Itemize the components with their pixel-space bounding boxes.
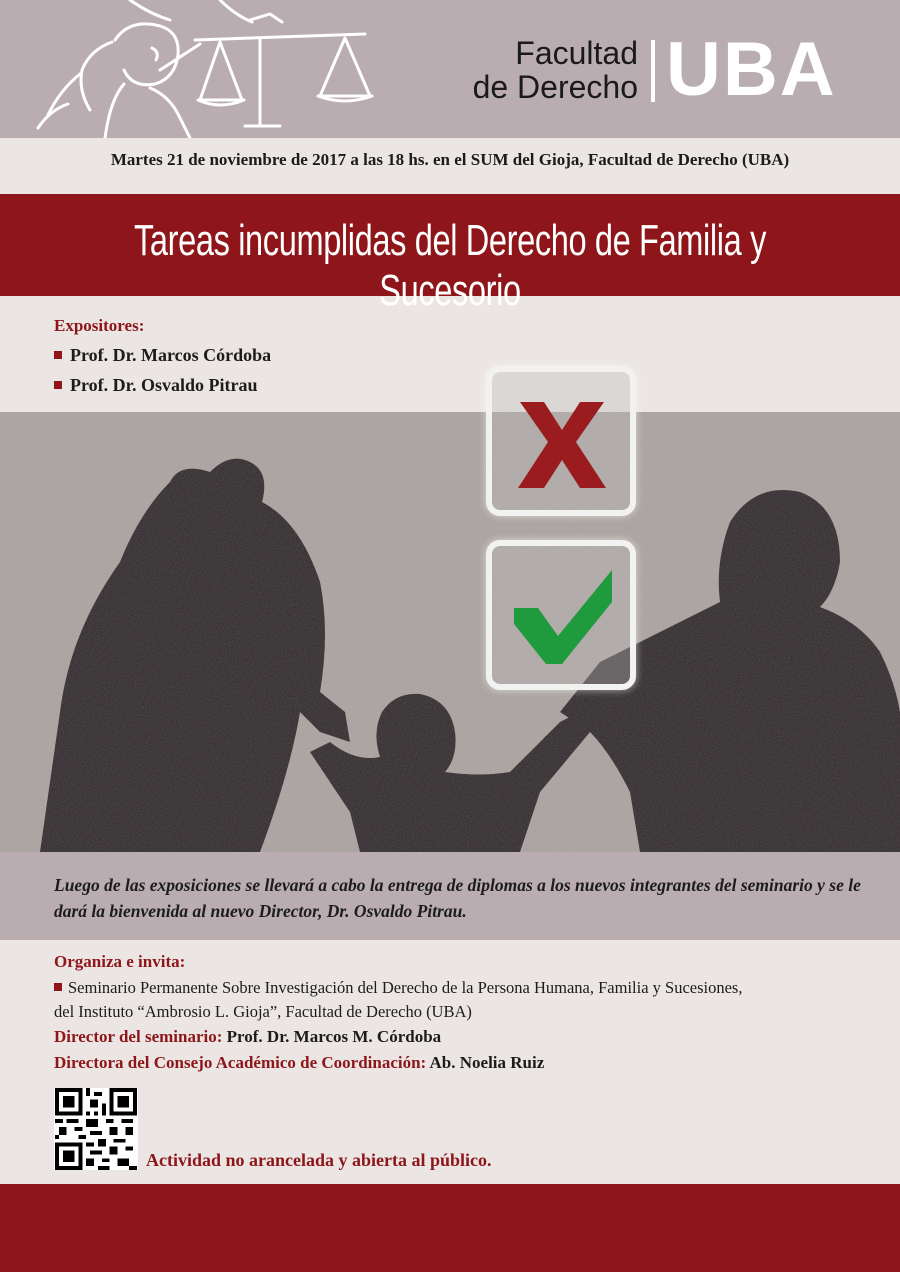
expositor-name: Prof. Dr. Osvaldo Pitrau [70, 375, 258, 395]
director-line [54, 1024, 874, 1050]
faculty-line-1: Facultad [515, 35, 638, 71]
header-divider [651, 40, 655, 102]
bullet-square-icon [54, 351, 62, 359]
faculty-name [440, 36, 638, 104]
expositor-item [54, 370, 271, 400]
director-label: Director del seminario: [54, 1027, 223, 1046]
family-shadow-photo [0, 412, 900, 852]
organiza-label: Organiza e invita: [54, 952, 186, 971]
cross-checkbox [486, 366, 636, 516]
expositor-item [54, 340, 271, 370]
directora-line [54, 1050, 874, 1076]
bullet-square-icon [54, 983, 62, 991]
event-title: Tareas incumplidas del Derecho de Familia y Sucesorio [134, 216, 766, 315]
expositores-section [54, 316, 271, 400]
note-band [0, 852, 900, 940]
organiza-text-line-2: del Instituto “Ambrosio L. Gioja”, Facultad de Derecho (UBA) [54, 1002, 472, 1021]
title-band [0, 194, 900, 315]
expositores-label: Expositores: [54, 316, 145, 335]
expositor-name: Prof. Dr. Marcos Córdoba [70, 345, 272, 365]
uba-logo-text: UBA [666, 27, 837, 112]
organiza-text [54, 976, 874, 1024]
free-admission-note: Actividad no arancelada y abierta al público. [146, 1150, 492, 1170]
header-band [0, 0, 900, 138]
directora-value: Ab. Noelia Ruiz [429, 1053, 545, 1072]
cross-mark-icon [492, 372, 630, 510]
event-date-line: Martes 21 de noviembre de 2017 a las 18 hs. en el SUM del Gioja, Facultad de Derecho (UBA) [110, 150, 790, 169]
faculty-line-2: de Derecho [472, 69, 638, 105]
footer-band [0, 1184, 900, 1272]
organiza-text-line-1: Seminario Permanente Sobre Investigación del Derecho de la Persona Humana, Familia y Sucesiones, [68, 978, 743, 997]
ceremony-note: Luego de las exposiciones se llevará a cabo la entrega de diplomas a los nuevos integrantes del seminario y se le dará la bienvenida al nuevo Director, Dr. Osvaldo Pitrau. [54, 875, 861, 921]
directora-label: Directora del Consejo Académico de Coordinación: [54, 1053, 427, 1072]
check-mark-icon [492, 546, 630, 684]
justice-figure-logo [20, 0, 420, 138]
director-value: Prof. Dr. Marcos M. Córdoba [226, 1027, 442, 1046]
organiza-section [54, 952, 874, 1076]
qr-code [54, 1088, 138, 1170]
check-checkbox [486, 540, 636, 690]
bullet-square-icon [54, 381, 62, 389]
